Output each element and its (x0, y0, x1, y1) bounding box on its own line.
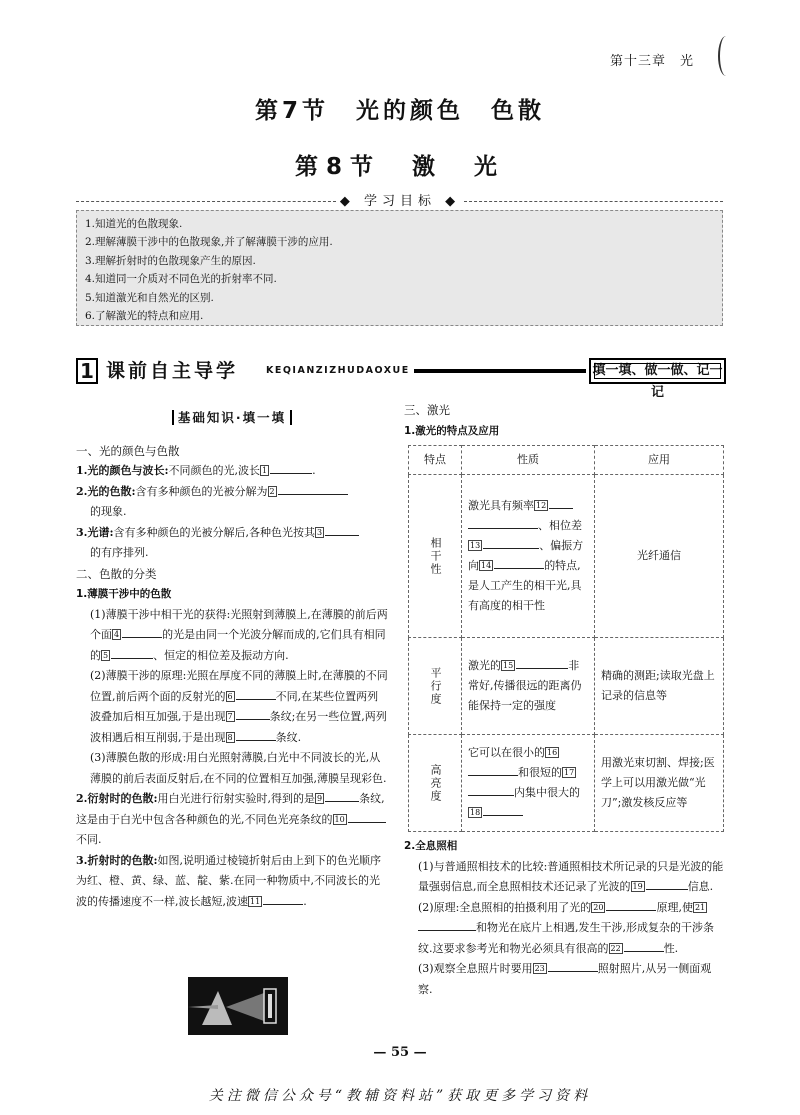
goal-item: 1.知道光的色散现象. (85, 218, 183, 230)
paragraph: (1)与普通照相技术的比较:普通照相技术所记录的只是光波的能量强弱信息,而全息照相技术还记录了光波的 19 信息. (418, 859, 724, 893)
section-heading: 二、色散的分类 (76, 566, 157, 581)
table-row: 平行度 激光的 15 非常好,传播很远的距离仍能保持一定的强度 精确的测距;读取光盘上记录的信息等 (409, 638, 724, 735)
goal-item: 4.知道同一介质对不同色光的折射率不同. (85, 273, 277, 286)
table-header-row: 特点 性质 应用 (409, 446, 724, 475)
left-column (76, 404, 388, 912)
band-right-box: 填一填、做一做、记一记 (589, 358, 726, 384)
chapter-header: 第十三章 光 (610, 54, 695, 69)
item-diffraction: 2.衍射时的色散:用白光进行衍射实验时,得到的是 9 条纹,这是由于白光中包含各种颜色的光,不同色光亮条纹的 10不同. (76, 789, 388, 851)
learning-goals (76, 210, 723, 326)
paragraph: (3)观察全息照片时要用 23 照射照片,从另一侧面观察. (404, 959, 724, 1000)
paragraph: (2)原理:全息照相的拍摄利用了光的 20 原理,使 21和物光在底片上相遇,发生干涉,形成复杂的干涉条纹.这要求参考光和物光必须具有很高的 22 性. (404, 898, 724, 960)
header-decoration (718, 36, 734, 76)
subheading: 2.全息照相 (404, 840, 458, 852)
goal-item: 6.了解激光的特点和应用. (85, 310, 204, 323)
goal-item: 3.理解折射时的色散现象产生的原因. (85, 254, 256, 267)
paragraph: (2)薄膜干涉的原理:光照在厚度不同的薄膜上时,在薄膜的不同位置,前后两个面的反射光的 6 不同,在某些位置两列波叠加后相互加强,于是出现 7 条纹;在另一些位置,两列波相遇后相互削弱,于是出现 8 条纹. (90, 669, 388, 744)
prism-figure (188, 977, 288, 1035)
section-heading: 一、光的颜色与色散 (76, 443, 180, 458)
goal-item: 2.理解薄膜干涉中的色散现象,并了解薄膜干涉的应用. (85, 236, 333, 249)
table-row: 相干性 激光具有频率 12、相位差13 、偏振方向 14 的特点,是人工产生的相干光,具有高度的相干性 光纤通信 (409, 475, 724, 638)
table-row: 高亮度 它可以在很小的 16和很短的 17内集中很大的18 用激光束切割、焊接;医学上可以用激光做“光刀”;激发核反应等 (409, 735, 724, 832)
section-band (76, 358, 726, 400)
band-number: 1 (76, 358, 98, 384)
goal-item: 5.知道激光和自然光的区别. (85, 291, 214, 304)
paragraph: (1)薄膜干涉中相干光的获得:光照射到薄膜上,在薄膜的前后两个面 4 的光是由同一个光波分解而成的,它们具有相同的 5 、恒定的相位差及振动方向. (90, 607, 388, 662)
section-heading: 三、激光 (404, 403, 450, 417)
divider (464, 201, 723, 202)
band-bar (414, 369, 586, 373)
subheading: 1.薄膜干涉中的色散 (76, 588, 172, 600)
divider (76, 201, 336, 202)
goals-heading: ◆ 学习目标 ◆ (339, 194, 461, 209)
item-dispersion: 2.光的色散:含有多种颜色的光被分解为 2 的现象. (76, 482, 388, 523)
item-refraction: 3.折射时的色散:如图,说明通过棱镜折射后由上到下的色光顺序为红、橙、黄、绿、蓝、靛、紫.在同一种物质中,不同波长的光波的传播速度不一样,波长越短,波速 11 . (76, 853, 382, 908)
item-wavelength: 1.光的颜色与波长:不同颜色的光,波长 1 . (76, 461, 388, 482)
basics-heading: 基础知识·填一填 (76, 408, 388, 429)
laser-table (408, 445, 724, 832)
section-8-title: 第8节 激 光 (294, 154, 505, 180)
paragraph: (3)薄膜色散的形成:用白光照射薄膜,白光中不同波长的光,从薄膜的前后表面反射后,在不同的位置相互加强,薄膜呈现彩色. (90, 751, 387, 785)
section-7-title: 第7节 光的颜色 色散 (254, 98, 545, 124)
page-number: — 55 — (373, 1045, 427, 1060)
item-spectrum: 3.光谱:含有多种颜色的光被分解后,各种色光按其 3 的有序排列. (76, 523, 388, 564)
subheading: 1.激光的特点及应用 (404, 424, 500, 437)
right-column (404, 400, 724, 1000)
band-title: 课前自主导学 (106, 360, 239, 382)
band-pinyin: KEQIANZIZHUDAOXUE (266, 365, 410, 376)
footer-note: 关注微信公众号“教辅资料站”获取更多学习资料 (208, 1088, 592, 1104)
